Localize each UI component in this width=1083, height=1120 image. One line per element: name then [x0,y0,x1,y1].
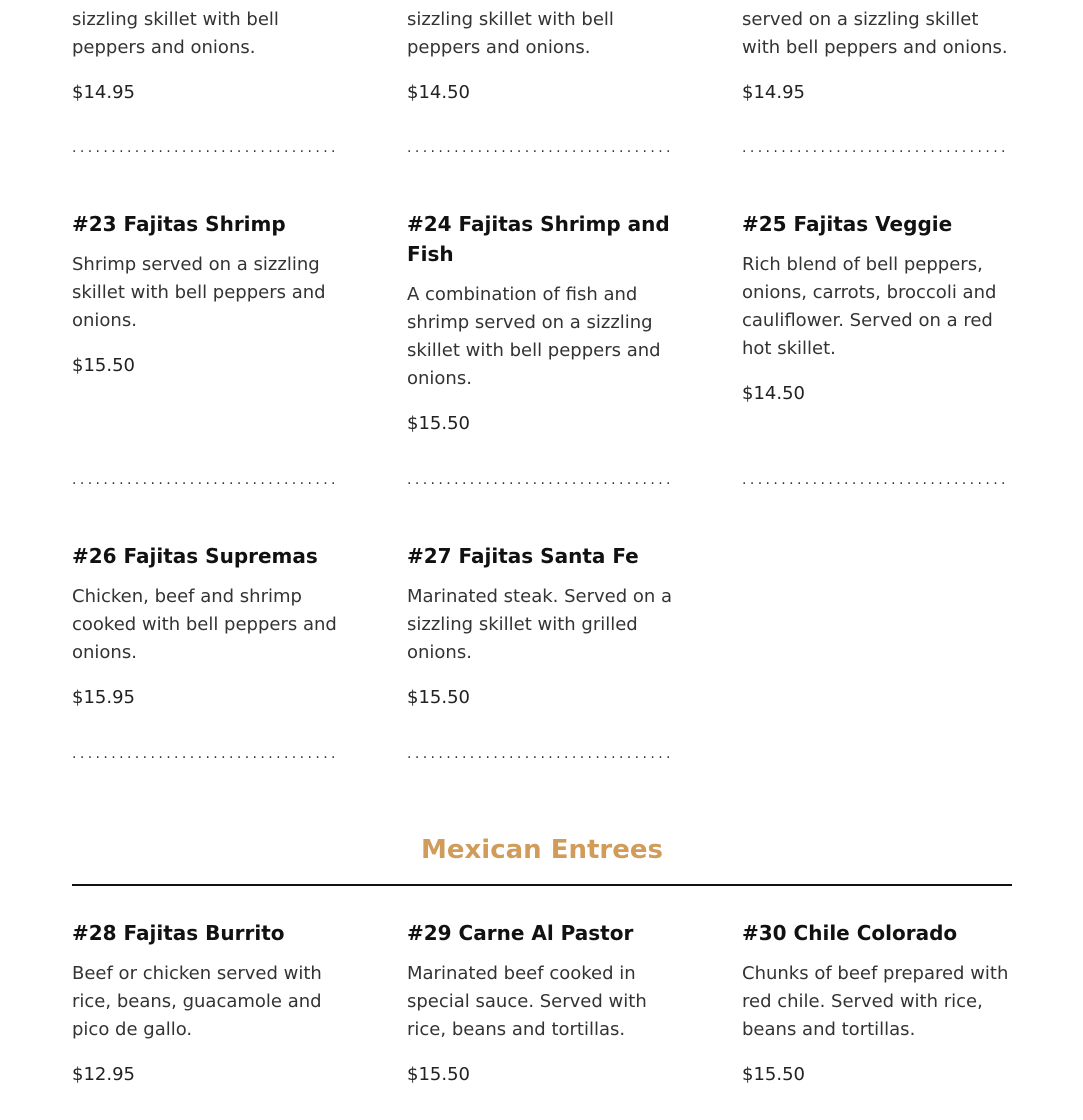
item-title: #24 Fajitas Shrimp and Fish [407,212,670,266]
item-description: Chicken, beef and shrimp cooked with bell peppers and onions. [72,586,337,663]
menu-item [72,918,342,1089]
item-price: $14.95 [742,82,805,103]
item-description: Beef or chicken served with rice, beans, guacamole and pico de gallo. [72,963,322,1040]
menu-item [407,209,677,438]
menu-item-partial-1 [72,6,342,107]
item-description: Chunks of beef prepared with red chile. Served with rice, beans and tortillas. [742,963,1009,1040]
item-price: $14.95 [72,82,135,103]
item-title: #26 Fajitas Supremas [72,544,318,568]
menu-item [407,541,677,712]
item-title: #23 Fajitas Shrimp [72,212,286,236]
item-description: A combination of fish and shrimp served on a sizzling skillet with bell peppers and onions. [407,284,661,389]
dotted-separator: .................................. [72,475,339,485]
dotted-separator: .................................. [72,143,339,153]
item-price: $15.50 [407,1064,470,1085]
section-divider [72,884,1012,886]
dotted-separator: .................................. [72,749,339,759]
dotted-separator: .................................. [407,749,674,759]
item-title: #30 Chile Colorado [742,921,958,945]
dotted-separator: .................................. [407,143,674,153]
item-title: #27 Fajitas Santa Fe [407,544,639,568]
section-title: Mexican Entrees [421,835,663,865]
item-price: $15.50 [407,687,470,708]
item-description: sizzling skillet with bell peppers and onions. [407,9,614,58]
item-price: $14.50 [407,82,470,103]
item-price: $15.50 [742,1064,805,1085]
menu-item-partial-3 [742,6,1012,107]
menu-item [72,541,342,712]
item-description: sizzling skillet with bell peppers and onions. [72,9,279,58]
item-price: $15.50 [72,355,135,376]
item-price: $14.50 [742,383,805,404]
dotted-separator: .................................. [407,475,674,485]
dotted-separator: .................................. [742,143,1009,153]
item-description: Shrimp served on a sizzling skillet with bell peppers and onions. [72,254,326,331]
menu-item [72,209,342,380]
item-title: #25 Fajitas Veggie [742,212,953,236]
menu-item [742,918,1012,1089]
item-price: $15.95 [72,687,135,708]
item-title: #29 Carne Al Pastor [407,921,634,945]
dotted-separator: .................................. [742,475,1009,485]
item-description: served on a sizzling skillet with bell peppers and onions. [742,9,1008,58]
item-description: Rich blend of bell peppers, onions, carrots, broccoli and cauliflower. Served on a red hot skillet. [742,254,997,359]
item-price: $15.50 [407,413,470,434]
item-description: Marinated beef cooked in special sauce. Served with rice, beans and tortillas. [407,963,647,1040]
item-price: $12.95 [72,1064,135,1085]
menu-item [407,918,677,1089]
item-title: #28 Fajitas Burrito [72,921,285,945]
item-description: Marinated steak. Served on a sizzling skillet with grilled onions. [407,586,673,663]
menu-item-partial-2 [407,6,677,107]
menu-item [742,209,1012,408]
